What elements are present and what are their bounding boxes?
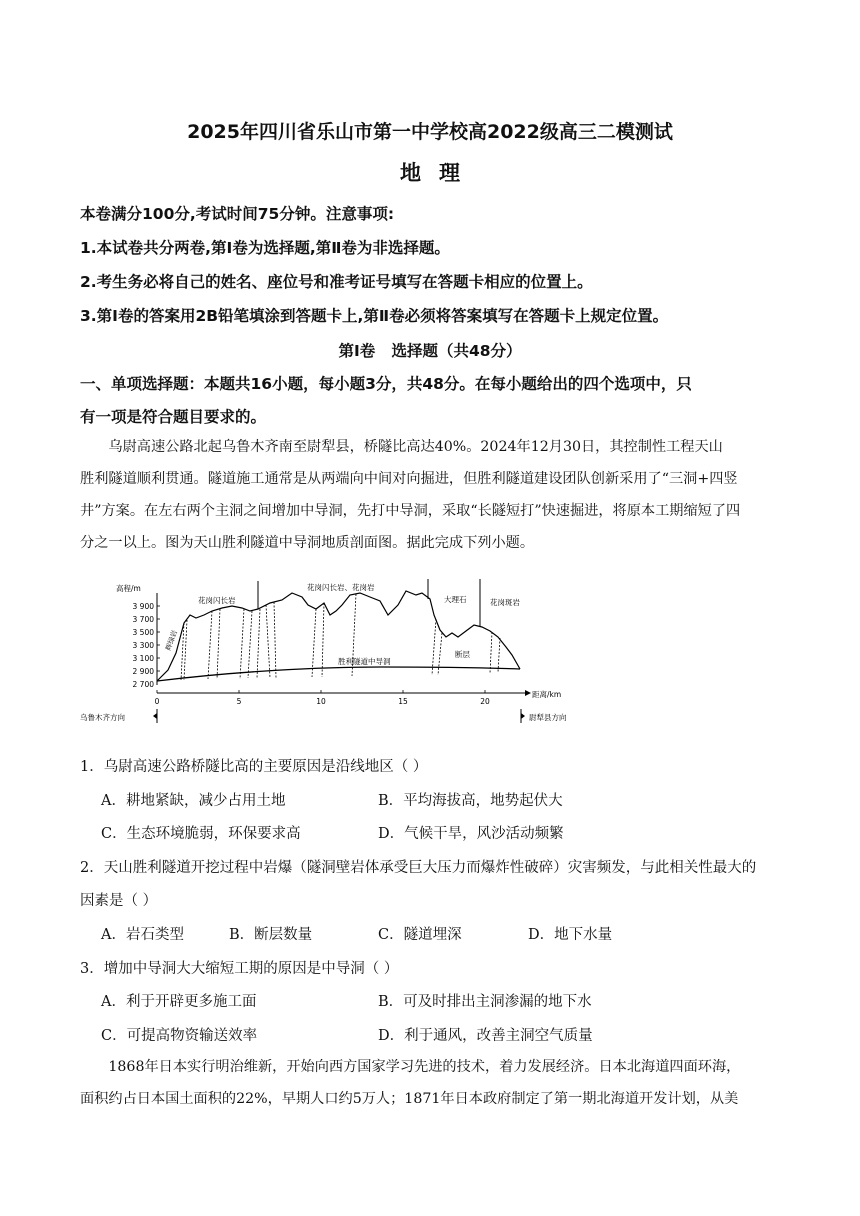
passage-line: 乌尉高速公路北起乌鲁木齐南至尉犁县，桥隧比高达40%。2024年12月30日，其控制性工程天山 bbox=[80, 439, 723, 455]
question-stem: 2．天山胜利隧道开挖过程中岩爆（隧洞壁岩体承受巨大压力而爆炸性破碎）灾害频发，与此相关性最大的 bbox=[80, 860, 757, 876]
x-axis-label: 距离/km bbox=[532, 690, 562, 699]
question-stem-continued: 因素是（ ） bbox=[80, 893, 158, 909]
tunnel-line bbox=[157, 667, 520, 681]
exam-title: 2025年四川省乐山市第一中学校高2022级高三二模测试 bbox=[187, 121, 673, 143]
passage-line: 面积约占日本国土面积的22%，早期人口约5万人；1871年日本政府制定了第一期北海道开发计划，从美 bbox=[80, 1091, 739, 1107]
note-line: 1.本试卷共分两卷,第Ⅰ卷为选择题,第Ⅱ卷为非选择题。 bbox=[80, 239, 450, 257]
x-tick-label: 0 bbox=[154, 697, 160, 706]
option-b: B．平均海拔高，地势起伏大 bbox=[378, 793, 563, 809]
option-c: C．生态环境脆弱，环保要求高 bbox=[101, 826, 301, 842]
rock-label: 辉绿岩 bbox=[164, 629, 180, 652]
option-d: D．利于通风，改善主洞空气质量 bbox=[378, 1028, 593, 1044]
y-tick-label: 2 900 bbox=[132, 667, 154, 676]
y-tick-label: 3 700 bbox=[132, 615, 154, 624]
y-tick-label: 2 700 bbox=[132, 680, 154, 689]
option-b: B．断层数量 bbox=[229, 927, 313, 943]
option-d: D．气候干旱，风沙活动频繁 bbox=[378, 826, 564, 842]
tunnel-label: 胜利隧道中导洞 bbox=[338, 657, 391, 666]
passage-line: 1868年日本实行明治维新，开始向西方国家学习先进的技术，着力发展经济。日本北海道四面环海， bbox=[80, 1059, 741, 1075]
rock-label: 花岗斑岩 bbox=[490, 598, 520, 607]
option-d: D．地下水量 bbox=[528, 927, 613, 943]
y-tick-label: 3 100 bbox=[132, 654, 154, 663]
note-line: 2.考生务必将自己的姓名、座位号和准考证号填写在答题卡相应的位置上。 bbox=[80, 273, 593, 291]
x-tick-label: 10 bbox=[316, 697, 326, 706]
note-line: 本卷满分100分,考试时间75分钟。注意事项: bbox=[80, 205, 395, 223]
y-axis-label: 高程/m bbox=[116, 584, 141, 593]
option-a: A．岩石类型 bbox=[101, 927, 184, 943]
rock-label: 花岗闪长岩、花岗岩 bbox=[307, 583, 375, 592]
option-a: A．利于开辟更多施工面 bbox=[101, 994, 257, 1010]
note-line: 3.第Ⅰ卷的答案用2B铅笔填涂到答题卡上,第Ⅱ卷必须将答案填写在答题卡上规定位置。 bbox=[80, 307, 669, 325]
rock-label: 大理石 bbox=[444, 595, 467, 604]
passage-line: 胜利隧道顺利贯通。隧道施工通常是从两端向中间对向掘进，但胜利隧道建设团队创新采用了“三洞+四竖 bbox=[80, 471, 738, 487]
question-stem: 3．增加中导洞大大缩短工期的原因是中导洞（ ） bbox=[80, 961, 399, 977]
option-a: A．耕地紧缺，减少占用土地 bbox=[101, 793, 286, 809]
x-tick-label: 15 bbox=[398, 697, 408, 706]
left-direction-label: 乌鲁木齐方向 bbox=[80, 713, 125, 722]
subject-title: 地理 bbox=[400, 161, 478, 185]
x-tick-label: 5 bbox=[236, 697, 242, 706]
y-tick-label: 3 500 bbox=[132, 628, 154, 637]
passage-line: 分之一以上。图为天山胜利隧道中导洞地质剖面图。据此完成下列小题。 bbox=[80, 535, 535, 551]
y-tick-label: 3 900 bbox=[132, 602, 154, 611]
rock-label: 花岗闪长岩 bbox=[198, 596, 236, 605]
section-instruction: 一、单项选择题：本题共16小题，每小题3分，共48分。在每小题给出的四个选项中，只 bbox=[80, 375, 692, 393]
section-instruction: 有一项是符合题目要求的。 bbox=[80, 408, 267, 426]
section-heading: 第Ⅰ卷 选择题（共48分） bbox=[338, 342, 522, 360]
passage-2 bbox=[80, 1051, 780, 1115]
question-stem: 1．乌尉高速公路桥隧比高的主要原因是沿线地区（ ） bbox=[80, 759, 428, 775]
option-b: B．可及时排出主洞渗漏的地下水 bbox=[378, 994, 592, 1010]
x-tick-label: 20 bbox=[480, 697, 490, 706]
passage-line: 井”方案。在左右两个主洞之间增加中导洞，先打中导洞，采取“长隧短打”快速掘进，将原本工期缩短了四 bbox=[80, 503, 741, 519]
option-c: C．隧道埋深 bbox=[378, 927, 462, 943]
fault-label: 断层 bbox=[455, 650, 470, 659]
y-tick-label: 3 300 bbox=[132, 641, 154, 650]
passage-1 bbox=[80, 431, 780, 559]
option-c: C．可提高物资输送效率 bbox=[101, 1028, 258, 1044]
right-direction-label: 尉犁县方向 bbox=[529, 713, 567, 722]
geologic-profile-figure bbox=[80, 575, 590, 730]
